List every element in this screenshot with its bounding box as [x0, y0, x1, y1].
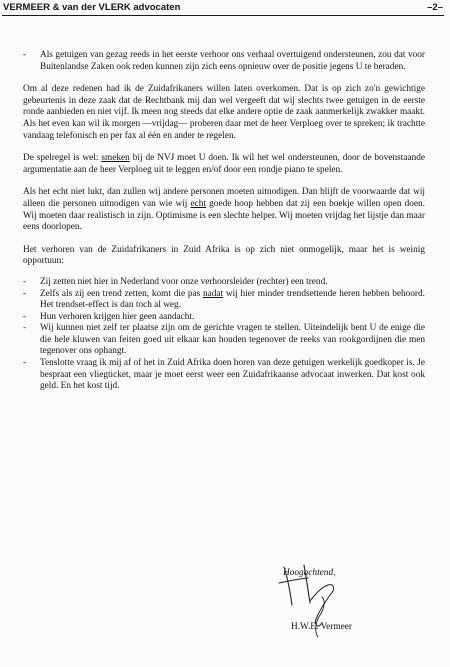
bullet-marker: - — [23, 276, 27, 287]
reason-after: wij hier minder trendsettende heren hebben behoord. Het trendset-effect is dan toch al weg. — [40, 288, 426, 311]
page-number: –2– — [427, 2, 443, 13]
spelregel-after: bij de NVJ moet U doen. Ik wil het wel ondersteunen, door de bovenstaande argumentatie aan de heer Verploeg uit te leggen en/of door een rondje piano te spelen. — [23, 153, 425, 175]
reason-item — [23, 358, 425, 393]
page-header — [3, 2, 443, 14]
bullet-marker: - — [23, 323, 27, 334]
reason-item — [23, 323, 425, 358]
letter-body — [23, 50, 425, 393]
bullet-marker: - — [23, 311, 27, 322]
intro-bullet-text: Als getuigen van gezag reeds in het eerste verhoor ons verhaal overtuigend ondersteunen, zou dat voor Buitenlandse Zaken ook reden kunnen zijn zich eens opnieuw over de positie jegens U te beraden. — [40, 50, 425, 72]
underlined-nadat: nadat — [203, 288, 224, 299]
paragraph-spelregel — [23, 153, 425, 176]
echt-after: goede hoop hebben dat zij een boekje willen open doen. Wij moeten daar realistisch in zijn. Optimisme is een slechte helper. Wij moeten vrijdag het lijstje dan maar eens doorlopen. — [23, 198, 426, 233]
bullet-marker: - — [23, 288, 27, 299]
bullet-marker: - — [23, 50, 27, 60]
bullet-marker: - — [23, 358, 27, 369]
echt-before: Als het echt niet lukt, dan zullen wij andere personen moeten uitnodigen. Dan blijft de voorwaarde dat wij alleen die personen uitnodigen van wie wij — [23, 187, 425, 209]
reason-before: Zelfs als zij een trend zetten, komt die pas — [40, 288, 203, 299]
reason-text: Zij zetten niet hier in Nederland voor onze verhoorsleider (rechter) een trend. — [40, 276, 328, 287]
reasons-list — [23, 277, 425, 393]
closing-greeting: Hoogachtend, — [283, 568, 336, 578]
intro-bullet — [23, 50, 425, 73]
paragraph-redenen: Om al deze redenen had ik de Zuidafrikaners willen laten overkomen. Dat is op zich zo'n gewichtige gebeurtenis in deze zaak dat de Rechtbank mij dan wel vergeeft dat wij slechts twee getuigen in de eerste ronde aanbieden en niet vijf. Ik meen nog steeds dat elke andere optie de zaak aanmerkelijk zwakker maakt. Als het even kan wil ik morgen —vrijdag— proberen daar met de heer Verploeg over te spreken; ik trachtte vandaag telefonisch en per fax al één en ander te regelen. — [23, 84, 425, 141]
reason-text: Wij kunnen niet zelf ter plaatse zijn om de gerichte vragen te stellen. Uiteindelijk bent U de enige die die hele kluwen van feiten goed uit elkaar kan houden tegenover de reeks van rookgordijnen die men tegenover ons ophangt. — [40, 323, 425, 357]
spelregel-before: De spelregel is wel: — [23, 153, 102, 164]
firm-name: VERMEER & van der VLERK advocaten — [3, 2, 181, 13]
underlined-smeken: smeken — [101, 153, 130, 164]
paragraph-verhoren: Het verhoren van de Zuidafrikaners in Zuid Afrika is op zich niet onmogelijk, maar het is weinig opportuun: — [23, 244, 425, 267]
header-rule — [2, 15, 444, 16]
reason-item — [23, 312, 425, 324]
reason-text: Hun verhoren krijgen hier geen aandacht. — [40, 311, 195, 322]
underlined-echt: echt — [190, 198, 207, 209]
intro-bullet-list — [23, 50, 425, 73]
reason-item — [23, 277, 425, 289]
reason-text: Tenslotte vraag ik mij af of het in Zuid Afrika doen horen van deze getuigen werkelijk goedkoper is. Je bespraat een vliegticket, maar je moet eerst weer een Zuidafrikaanse advocaat inwerken. Dat kost ook geld. En het kost tijd. — [40, 358, 425, 392]
paragraph-echt — [23, 187, 425, 233]
reason-item — [23, 289, 425, 312]
signer-name: H.W.E. Vermeer — [291, 622, 352, 632]
